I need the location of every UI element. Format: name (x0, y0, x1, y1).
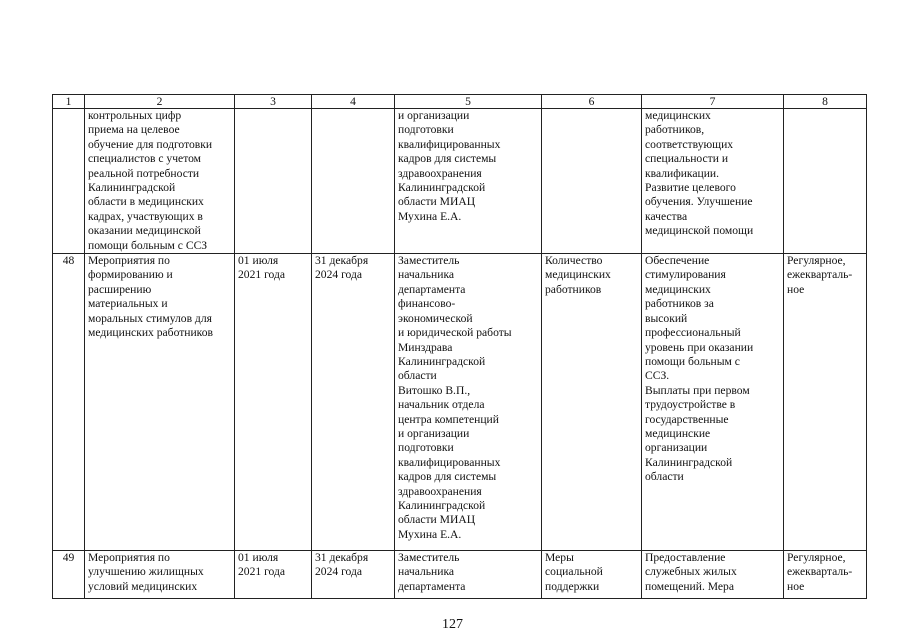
measures-table (52, 94, 867, 599)
indicator-cell (542, 109, 642, 254)
end-date-cell: 31 декабря 2024 года (312, 551, 395, 599)
result-cell: Обеспечение стимулирования медицинских работников за высокий профессиональный уровень при оказании помощи больным с ССЗ. Выплаты при первом трудоустройстве в государственные медицинские организации Калининградской области (642, 254, 784, 551)
column-number-cell: 6 (542, 95, 642, 109)
indicator-cell: Меры социальной поддержки (542, 551, 642, 599)
column-number-cell: 2 (85, 95, 235, 109)
control-cell: Регулярное, ежекварталь- ное (784, 254, 867, 551)
measure-cell: контрольных цифр приема на целевое обучение для подготовки специалистов с учетом реальной потребности Калининградской области в медицинских кадрах, участвующих в оказании медицинской помощи больным с ССЗ (85, 109, 235, 254)
responsible-cell: и организации подготовки квалифицированных кадров для системы здравоохранения Калининградской области МИАЦ Мухина Е.А. (395, 109, 542, 254)
start-date-cell: 01 июля 2021 года (235, 551, 312, 599)
column-number-cell: 1 (53, 95, 85, 109)
result-cell: медицинских работников, соответствующих специальности и квалификации. Развитие целевого обучения. Улучшение качества медицинской помощи (642, 109, 784, 254)
start-date-cell (235, 109, 312, 254)
start-date-cell: 01 июля 2021 года (235, 254, 312, 551)
column-number-row (53, 95, 867, 109)
column-number-cell: 4 (312, 95, 395, 109)
end-date-cell: 31 декабря 2024 года (312, 254, 395, 551)
column-number-cell: 8 (784, 95, 867, 109)
responsible-cell: Заместитель начальника департамента финансово- экономической и юридической работы Минздрава Калининградской области Витошко В.П., начальник отдела центра компетенций и организации подготовки квалифицированных кадров для системы здравоохранения Калининградской области МИАЦ Мухина Е.А. (395, 254, 542, 551)
table-row (53, 109, 867, 254)
column-number-cell: 7 (642, 95, 784, 109)
row-number-cell: 48 (53, 254, 85, 551)
control-cell (784, 109, 867, 254)
row-number-cell (53, 109, 85, 254)
result-cell: Предоставление служебных жилых помещений. Мера (642, 551, 784, 599)
indicator-cell: Количество медицинских работников (542, 254, 642, 551)
row-number-cell: 49 (53, 551, 85, 599)
table-row (53, 254, 867, 551)
end-date-cell (312, 109, 395, 254)
responsible-cell: Заместитель начальника департамента (395, 551, 542, 599)
column-number-cell: 5 (395, 95, 542, 109)
measure-cell: Мероприятия по формированию и расширению материальных и моральных стимулов для медицинских работников (85, 254, 235, 551)
table-row (53, 551, 867, 599)
page-number: 127 (442, 617, 463, 632)
control-cell: Регулярное, ежекварталь- ное (784, 551, 867, 599)
measure-cell: Мероприятия по улучшению жилищных условий медицинских (85, 551, 235, 599)
column-number-cell: 3 (235, 95, 312, 109)
